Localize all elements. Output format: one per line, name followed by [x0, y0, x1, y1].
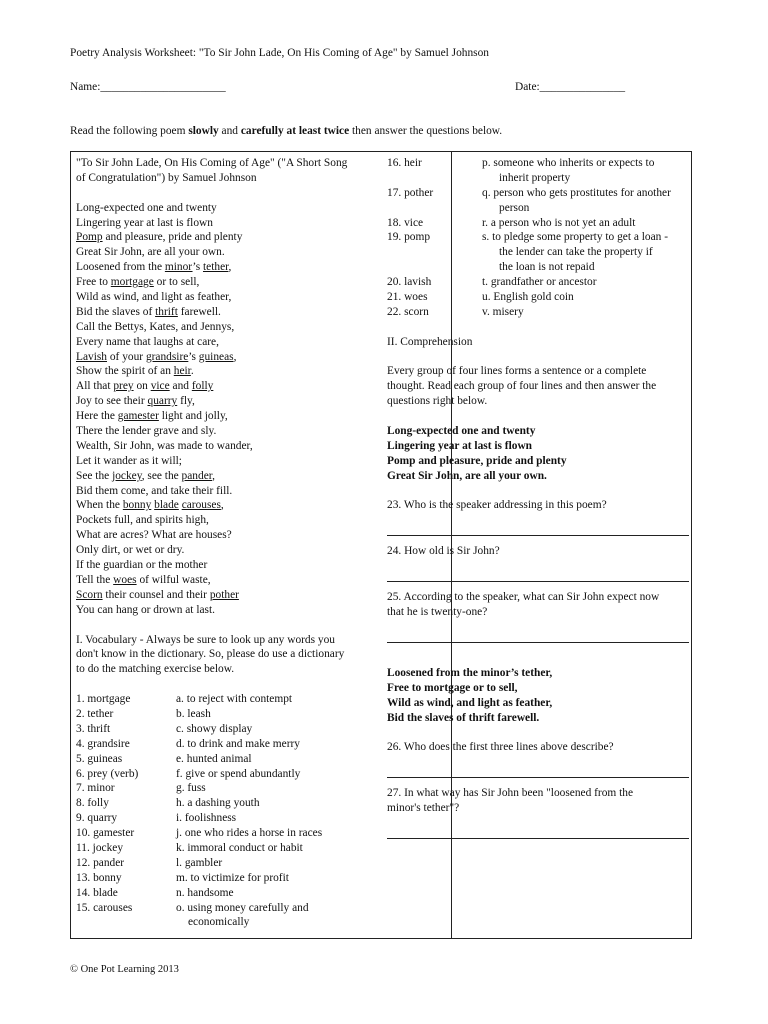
poem-line: Scorn their counsel and their pother — [76, 588, 239, 601]
vocab-term: 14. blade — [76, 886, 118, 899]
question-27-line-2: minor's tether"? — [387, 802, 460, 815]
poem-line: Here the gamester light and jolly, — [76, 410, 228, 423]
vocab-intro-2: don't know in the dictionary. So, please do use a dictionary — [76, 648, 345, 661]
poem-line: Bid them come, and take their fill. — [76, 484, 233, 497]
question-27-line-1: 27. In what way has Sir John been "loosened from the — [387, 787, 634, 800]
vocab-word: minor — [164, 261, 193, 274]
vocab-item — [387, 230, 687, 245]
poem-line: Wealth, Sir John, was made to wander, — [76, 439, 253, 452]
vocab-word: woes — [113, 573, 137, 586]
vocab-word: Lavish — [76, 350, 108, 363]
poem-line: Only dirt, or wet or dry. — [76, 544, 185, 557]
vocab-intro-1: I. Vocabulary - Always be sure to look up any words you — [76, 633, 335, 646]
poem-line: Let it wander as it will; — [76, 454, 182, 467]
vocab-term: 6. prey (verb) — [76, 767, 139, 780]
vocab-definition: o. using money carefully and — [176, 901, 309, 914]
vocab-definition: u. English gold coin — [482, 291, 574, 304]
comprehension-intro-1: Every group of four lines forms a sentence or a complete — [387, 365, 647, 378]
vocab-word: carouses — [181, 499, 221, 512]
vocab-definition: l. gambler — [176, 856, 223, 869]
right-column — [387, 156, 687, 847]
poem-line: Loosened from the minor’s tether, — [76, 261, 232, 274]
vocab-word: prey — [113, 380, 134, 393]
answer-line-26[interactable] — [387, 776, 689, 778]
vocab-word: mortgage — [110, 276, 154, 289]
vocab-term: 11. jockey — [76, 841, 124, 854]
vocab-term: 19. pomp — [387, 231, 431, 244]
vocab-term: 10. gamester — [76, 827, 135, 840]
vocab-term: 7. minor — [76, 782, 115, 795]
vocab-definition: v. misery — [482, 305, 524, 318]
vocab-definition: i. foolishness — [176, 812, 237, 825]
vocab-definition-continued: inherit property — [499, 171, 571, 184]
question-25-line-2: that he is twenty-one? — [387, 606, 488, 619]
instructions: Read the following poem slowly and carefully at least twice then answer the questions below. — [70, 125, 503, 137]
copyright-footer: © One Pot Learning 2013 — [70, 964, 179, 975]
poem-line: Call the Bettys, Kates, and Jennys, — [76, 320, 235, 333]
poem-line: You can hang or drown at last. — [76, 603, 215, 616]
vocab-definition: p. someone who inherits or expects to — [482, 157, 655, 169]
vocab-definition: k. immoral conduct or habit — [176, 841, 303, 854]
vocab-word: gamester — [117, 410, 159, 423]
vocab-word: vice — [150, 380, 170, 393]
vocab-term: 1. mortgage — [76, 693, 131, 706]
vocab-word: thrift — [155, 305, 178, 318]
worksheet-title: Poetry Analysis Worksheet: "To Sir John Lade, On His Coming of Age" by Samuel Johnson — [70, 47, 489, 59]
vocab-definition: h. a dashing youth — [176, 797, 260, 810]
vocab-word: grandsire — [145, 350, 189, 363]
answer-line-27[interactable] — [387, 837, 689, 839]
vocab-term: 20. lavish — [387, 276, 432, 289]
vocab-item — [387, 216, 687, 231]
vocab-term: 3. thrift — [76, 722, 111, 735]
vocab-term: 17. pother — [387, 186, 434, 199]
poem-line: See the jockey, see the pander, — [76, 469, 215, 482]
vocab-term: 12. pander — [76, 856, 125, 869]
vocab-item — [76, 856, 448, 871]
vocab-term: 16. heir — [387, 157, 422, 169]
vocab-definition: c. showy display — [176, 722, 253, 735]
answer-line-25[interactable] — [387, 641, 689, 643]
vocab-term: 15. carouses — [76, 901, 133, 914]
poem-line: All that prey on vice and folly — [76, 380, 214, 393]
vocab-intro-3: to do the matching exercise below. — [76, 663, 235, 676]
worksheet-box — [70, 151, 692, 939]
vocab-term: 9. quarry — [76, 812, 118, 825]
comprehension-intro-2: thought. Read each group of four lines and then answer the — [387, 380, 657, 393]
poem-line: Great Sir John, are all your own. — [76, 246, 225, 259]
vocab-word: heir — [173, 365, 191, 378]
poem-line: Pomp and pleasure, pride and plenty — [76, 231, 243, 244]
vocab-word: pander — [181, 469, 213, 482]
vocab-term: 21. woes — [387, 291, 428, 304]
vocab-definition-continued: the loan is not repaid — [499, 261, 595, 274]
vocab-definition: e. hunted animal — [176, 752, 252, 765]
instructions-slowly: slowly — [188, 125, 219, 137]
poem-line: Lavish of your grandsire’s guineas, — [76, 350, 237, 363]
poem-title-line-2: of Congratulation") by Samuel Johnson — [76, 171, 257, 184]
poem-line: Wild as wind, and light as feather, — [76, 291, 232, 304]
stanza2-line-1: Loosened from the minor’s tether, — [387, 666, 553, 679]
date-field[interactable]: Date:_______________ — [515, 81, 626, 93]
vocab-item — [387, 290, 687, 305]
stanza1-line-3: Pomp and pleasure, pride and plenty — [387, 454, 567, 467]
poem-line: Tell the woes of wilful waste, — [76, 573, 211, 586]
vocab-term: 8. folly — [76, 797, 109, 810]
poem-line: What are acres? What are houses? — [76, 529, 232, 542]
vocab-definition-continued: person — [499, 201, 530, 214]
vocab-item — [387, 156, 687, 171]
stanza1-line-2: Lingering year at last is flown — [387, 439, 533, 452]
comprehension-intro-3: questions right below. — [387, 395, 488, 408]
vocab-definition: j. one who rides a horse in races — [176, 827, 323, 840]
vocab-definition: q. person who gets prostitutes for another — [482, 186, 671, 199]
stanza2-line-4: Bid the slaves of thrift farewell. — [387, 711, 540, 724]
poem-line: Long-expected one and twenty — [76, 201, 217, 214]
poem-line: If the guardian or the mother — [76, 559, 208, 572]
poem-line: Joy to see their quarry fly, — [76, 395, 195, 408]
vocab-definition: g. fuss — [176, 782, 206, 795]
question-26: 26. Who does the first three lines above describe? — [387, 741, 614, 754]
vocab-word: pother — [209, 588, 239, 601]
vocab-item — [387, 186, 687, 201]
poem-line: There the lender grave and sly. — [76, 425, 217, 438]
vocab-word: folly — [191, 380, 214, 393]
question-23: 23. Who is the speaker addressing in this poem? — [387, 499, 607, 512]
vocab-definition: b. leash — [176, 707, 211, 720]
vocab-definition: s. to pledge some property to get a loan - — [482, 231, 668, 244]
vocab-word: Scorn — [76, 588, 103, 601]
comprehension-heading: II. Comprehension — [387, 335, 473, 348]
stanza2-line-2: Free to mortgage or to sell, — [387, 681, 518, 694]
vocab-word: jockey — [112, 469, 142, 482]
vocab-list-right — [387, 156, 687, 320]
vocab-definition-continued: the lender can take the property if — [499, 246, 653, 259]
question-25-line-1: 25. According to the speaker, what can Sir John expect now — [387, 591, 660, 604]
vocab-term: 22. scorn — [387, 305, 429, 318]
vocab-term: 13. bonny — [76, 871, 122, 884]
vocab-definition-continued: economically — [188, 916, 250, 929]
vocab-word: quarry — [147, 395, 178, 408]
poem-line: When the bonny blade carouses, — [76, 499, 224, 512]
poem-line: Every name that laughs at care, — [76, 335, 219, 348]
vocab-definition: d. to drink and make merry — [176, 737, 300, 750]
vocab-word: guineas — [198, 350, 234, 363]
vocab-term: 5. guineas — [76, 752, 123, 765]
poem-line: Bid the slaves of thrift farewell. — [76, 305, 221, 318]
poem-line: Pockets full, and spirits high, — [76, 514, 209, 527]
poem-line: Free to mortgage or to sell, — [76, 276, 200, 289]
answer-line-24[interactable] — [387, 580, 689, 582]
vocab-definition: f. give or spend abundantly — [176, 767, 301, 780]
vocab-word: tether — [202, 261, 229, 274]
stanza1-line-4: Great Sir John, are all your own. — [387, 469, 547, 482]
vocab-definition: n. handsome — [176, 886, 234, 899]
vocab-definition: a. to reject with contempt — [176, 693, 293, 706]
question-24: 24. How old is Sir John? — [387, 545, 500, 558]
instructions-carefully: carefully at least twice — [240, 125, 350, 137]
vocab-item — [76, 901, 448, 916]
stanza2-line-3: Wild as wind, and light as feather, — [387, 696, 553, 709]
vocab-definition: t. grandfather or ancestor — [482, 276, 597, 289]
vocab-term: 18. vice — [387, 216, 424, 229]
answer-line-23[interactable] — [387, 534, 689, 536]
poem-line: Lingering year at last is flown — [76, 216, 213, 229]
vocab-term: 4. grandsire — [76, 737, 130, 750]
poem-line: Show the spirit of an heir. — [76, 365, 194, 378]
vocab-item — [76, 886, 448, 901]
poem-title-line-1: "To Sir John Lade, On His Coming of Age" ("A Short Song — [76, 157, 348, 169]
vocab-word: blade — [154, 499, 179, 512]
vocab-definition: m. to victimize for profit — [176, 871, 289, 884]
vocab-word: Pomp — [76, 231, 103, 244]
vocab-word: bonny — [122, 499, 152, 512]
stanza1-line-1: Long-expected one and twenty — [387, 425, 536, 438]
name-field[interactable]: Name:______________________ — [70, 81, 226, 93]
vocab-item — [387, 275, 687, 290]
vocab-definition: r. a person who is not yet an adult — [482, 216, 636, 229]
vocab-item — [76, 871, 448, 886]
vocab-term: 2. tether — [76, 707, 114, 720]
vocab-item — [387, 305, 687, 320]
